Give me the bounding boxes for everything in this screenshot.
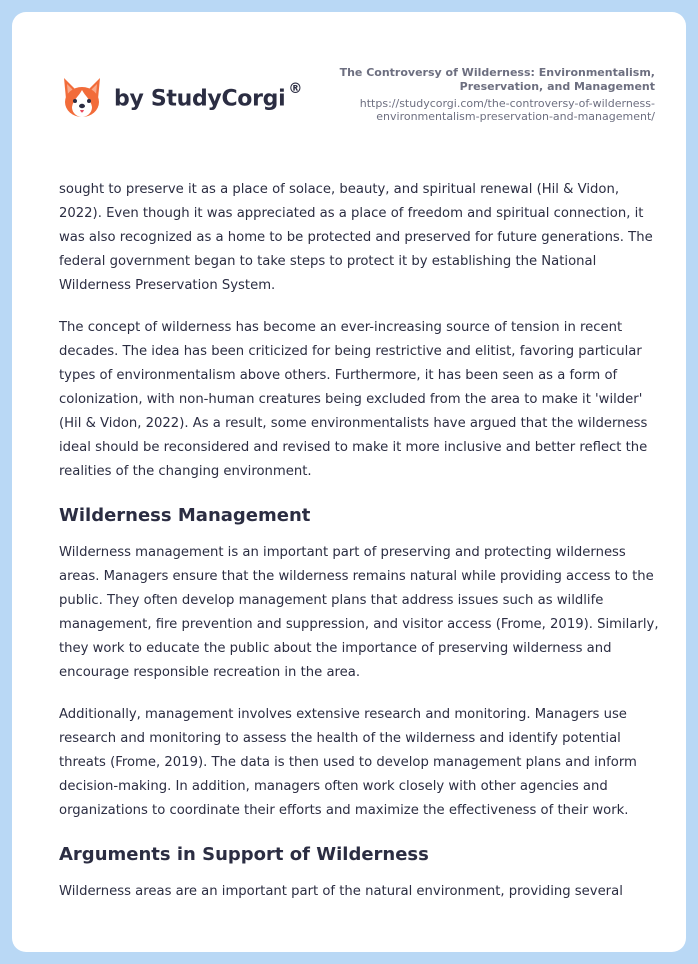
document-url[interactable]: https://studycorgi.com/the-controversy-of-wilderness-environmentalism-preservation-and-management/ — [359, 97, 655, 123]
essay-content — [59, 178, 659, 922]
paragraph: Additionally, management involves extensive research and monitoring. Managers use research and monitoring to assess the health of the wilderness and identify potential threats (Frome, 2019). The data is then used to develop management plans and inform decision-making. In addition, managers often work closely with other agencies and organizations to coordinate their efforts and maximize the effectiveness of their work. — [59, 707, 637, 818]
paragraph: Wilderness management is an important part of preserving and protecting wilderness areas. Managers ensure that the wilderness remains natural while providing access to the public. They often develop management plans that address issues such as wildlife management, fire prevention and suppression, and visitor access (Frome, 2019). Similarly, they work to educate the public about the importance of preserving wilderness and encourage responsible recreation in the area. — [59, 545, 659, 680]
page-header — [12, 12, 686, 152]
paragraph: The concept of wilderness has become an ever-increasing source of tension in recent decades. The idea has been criticized for being restrictive and elitist, favoring particular types of environmentalism above others. Furthermore, it has been seen as a form of colonization, with non-human creatures being excluded from the area to make it 'wilder' (Hil & Vidon, 2022). As a result, some environmentalists have argued that the wilderness ideal should be reconsidered and revised to make it more inclusive and better reflect the realities of the changing environment. — [59, 320, 648, 479]
paragraph: sought to preserve it as a place of solace, beauty, and spiritual renewal (Hil & Vidon, 2022). Even though it was appreciated as a place of freedom and spiritual connection, it was also recognized as a home to be protected and preserved for future generations. The federal government began to take steps to protect it by establishing the National Wilderness Preservation System. — [59, 182, 653, 293]
studycorgi-logo[interactable] — [60, 76, 302, 120]
paragraph: Wilderness areas are an important part of the natural environment, providing several — [59, 884, 623, 899]
document-meta — [335, 66, 655, 123]
registered-mark: ® — [288, 80, 303, 97]
brand-name: by StudyCorgi ® — [114, 80, 303, 112]
page-card — [12, 12, 686, 952]
section-heading-arguments: Arguments in Support of Wilderness — [59, 844, 429, 865]
corgi-icon — [60, 76, 104, 120]
section-heading-management: Wilderness Management — [59, 505, 311, 526]
document-title: The Controversy of Wilderness: Environmentalism, Preservation, and Management — [339, 66, 655, 93]
